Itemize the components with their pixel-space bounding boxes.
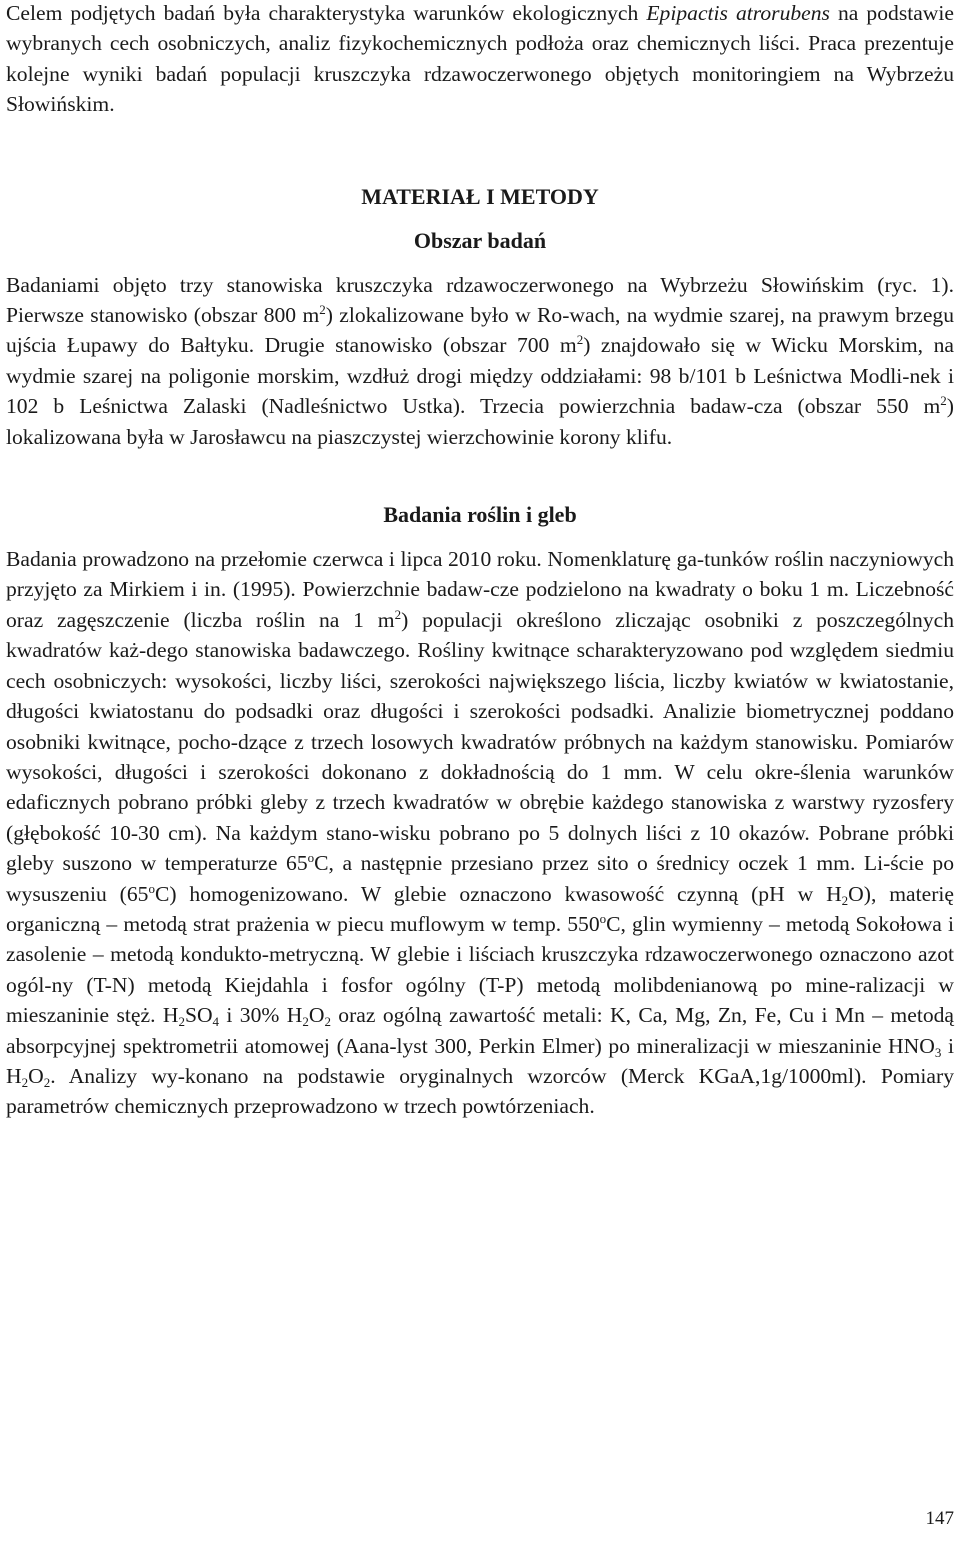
text-run: O), materię organiczną – metodą strat prażenia w piecu muflowym w temp. 550	[6, 881, 954, 936]
text-run: ) populacji określono zliczając osobniki z poszczególnych kwadratów każ-dego stanowiska badawczego. Rośliny kwitnące scharakteryzowano pod względem siedmiu cech osobniczych: wysokości, liczby liści, szerokości największego liścia, liczby kwiatów w kwiatostanie, długości kwiatostanu do podsadki oraz długości i szerokości podsadki. Analizie biometrycznej poddano osobniki kwitnące, pocho-dzące z trzech losowych kwadratów próbnych na każdym stanowisku. Pomiarów wysokości, długości i szerokości dokonano z dokładnością do 1 mm. W celu okre-ślenia warunków edaficznych pobrano próbki gleby z trzech kwadratów w obrębie każdego stanowiska z warstwy ryzosfery (głębokość 10-30 cm). Na każdym stano-wisku pobrano po 5 dolnych liści z 10 okazów. Pobrane próbki gleby suszono w temperaturze 65	[6, 607, 954, 876]
subsection-title-methods: Badania roślin i gleb	[383, 502, 577, 528]
text-run: C) homogenizowano. W glebie oznaczono kwasowość czynną (pH w H	[154, 881, 842, 906]
subscript: 4	[212, 1014, 220, 1030]
superscript: o	[148, 880, 155, 896]
text-run: Badaniami objęto trzy stanowiska kruszczyka rdzawoczerwonego na Wybrzeżu Słowińskim (ryc. 1). Pierwsze stanowisko (obszar 800 m	[6, 272, 954, 328]
subscript: 2	[21, 1074, 29, 1090]
text-run: SO	[184, 1003, 213, 1028]
text-run: O	[308, 1003, 325, 1028]
page-body	[6, 0, 954, 1122]
superscript: o	[307, 850, 315, 866]
superscript: o	[599, 910, 607, 926]
intro-text: na podstawie wybranych cech osobniczych, analiz fizykochemicznych podłoża oraz chemicznych liści. Praca prezentuje kolejne wyniki badań populacji kruszczyka rdzawoczerwonego objętych monitoringiem na Wybrzeżu Słowińskim.	[6, 1, 954, 117]
methods-paragraph	[6, 544, 954, 1122]
superscript: 2	[576, 332, 584, 348]
text-run: C, a następnie przesiano przez sito o średnicy oczek 1 mm. Li-ście po wysuszeniu (65	[6, 851, 954, 906]
subscript: 2	[43, 1074, 51, 1090]
subscript: 2	[841, 892, 849, 908]
subsection-title-area: Obszar badań	[413, 227, 547, 253]
text-run: ) zlokalizowane było w Ro-wach, na wydmie szarej, na prawym brzegu ujścia Łupawy do Bałtyku. Drugie stanowisko (obszar 700 m	[6, 303, 955, 358]
intro-paragraph	[6, 0, 954, 120]
section-title: MATERIAŁ I METODY	[361, 183, 599, 209]
superscript: 2	[394, 606, 402, 622]
text-run: ) znajdowało się w Wicku Morskim, na wydmie szarej na poligonie morskim, wzdłuż drogi między oddziałami: 98 b/101 b Leśnictwa Modli-nek i 102 b Leśnictwa Zalaski (Nadleśnictwo Ustka). Trzecia powierzchnia badaw-cza (obszar 550 m	[6, 333, 954, 419]
text-run: i H	[6, 1033, 954, 1088]
intro-text: Celem podjętych badań była charakterystyka warunków ekologicznych	[6, 1, 647, 25]
subscript: 2	[302, 1014, 309, 1030]
text-run: ) lokalizowana była w Jarosławcu na piaszczystej wierzchowinie korony klifu.	[6, 394, 954, 449]
subscript: 2	[178, 1014, 185, 1030]
superscript: 2	[940, 393, 947, 409]
text-run: C, glin wymienny – metodą Sokołowa i zasolenie – metodą kondukto-metryczną. W glebie i liściach kruszczyka rdzawoczerwonego oznaczono azot ogól-ny (T-N) metodą Kiejdahla i fosfor ogólny (T-P) metodą molibdenianową po mine-ralizacji w mieszaninie stęż. H	[6, 911, 954, 1028]
text-run: oraz ogólną zawartość metali: K, Ca, Mg, Zn, Fe, Cu i Mn – metodą absorpcyjnej spektrometrii atomowej (Aana-lyst 300, Perkin Elmer) po mineralizacji w mieszaninie HNO	[6, 1003, 954, 1058]
text-run: . Analizy wy-konano na podstawie oryginalnych wzorców (Merck KGaA,1g/1000ml). Pomiary parametrów chemicznych przeprowadzono w trzech powtórzeniach.	[6, 1063, 954, 1119]
text-run: Badania prowadzono na przełomie czerwca i lipca 2010 roku. Nomenklaturę ga-tunków roślin naczyniowych przyjęto za Mirkiem i in. (1995). Powierzchnie badaw-cze podzielono na kwadraty o boku 1 m. Liczebność oraz zagęszczenie (liczba roślin na 1 m	[6, 547, 954, 632]
page-number: 147	[925, 1508, 954, 1529]
text-run: i 30% H	[219, 1003, 303, 1028]
superscript: 2	[319, 302, 326, 318]
text-run: O	[28, 1063, 44, 1088]
subscript: 2	[324, 1014, 331, 1030]
area-paragraph	[6, 270, 954, 452]
subscript: 3	[934, 1044, 942, 1060]
species-name: Epipactis atrorubens	[646, 1, 830, 25]
